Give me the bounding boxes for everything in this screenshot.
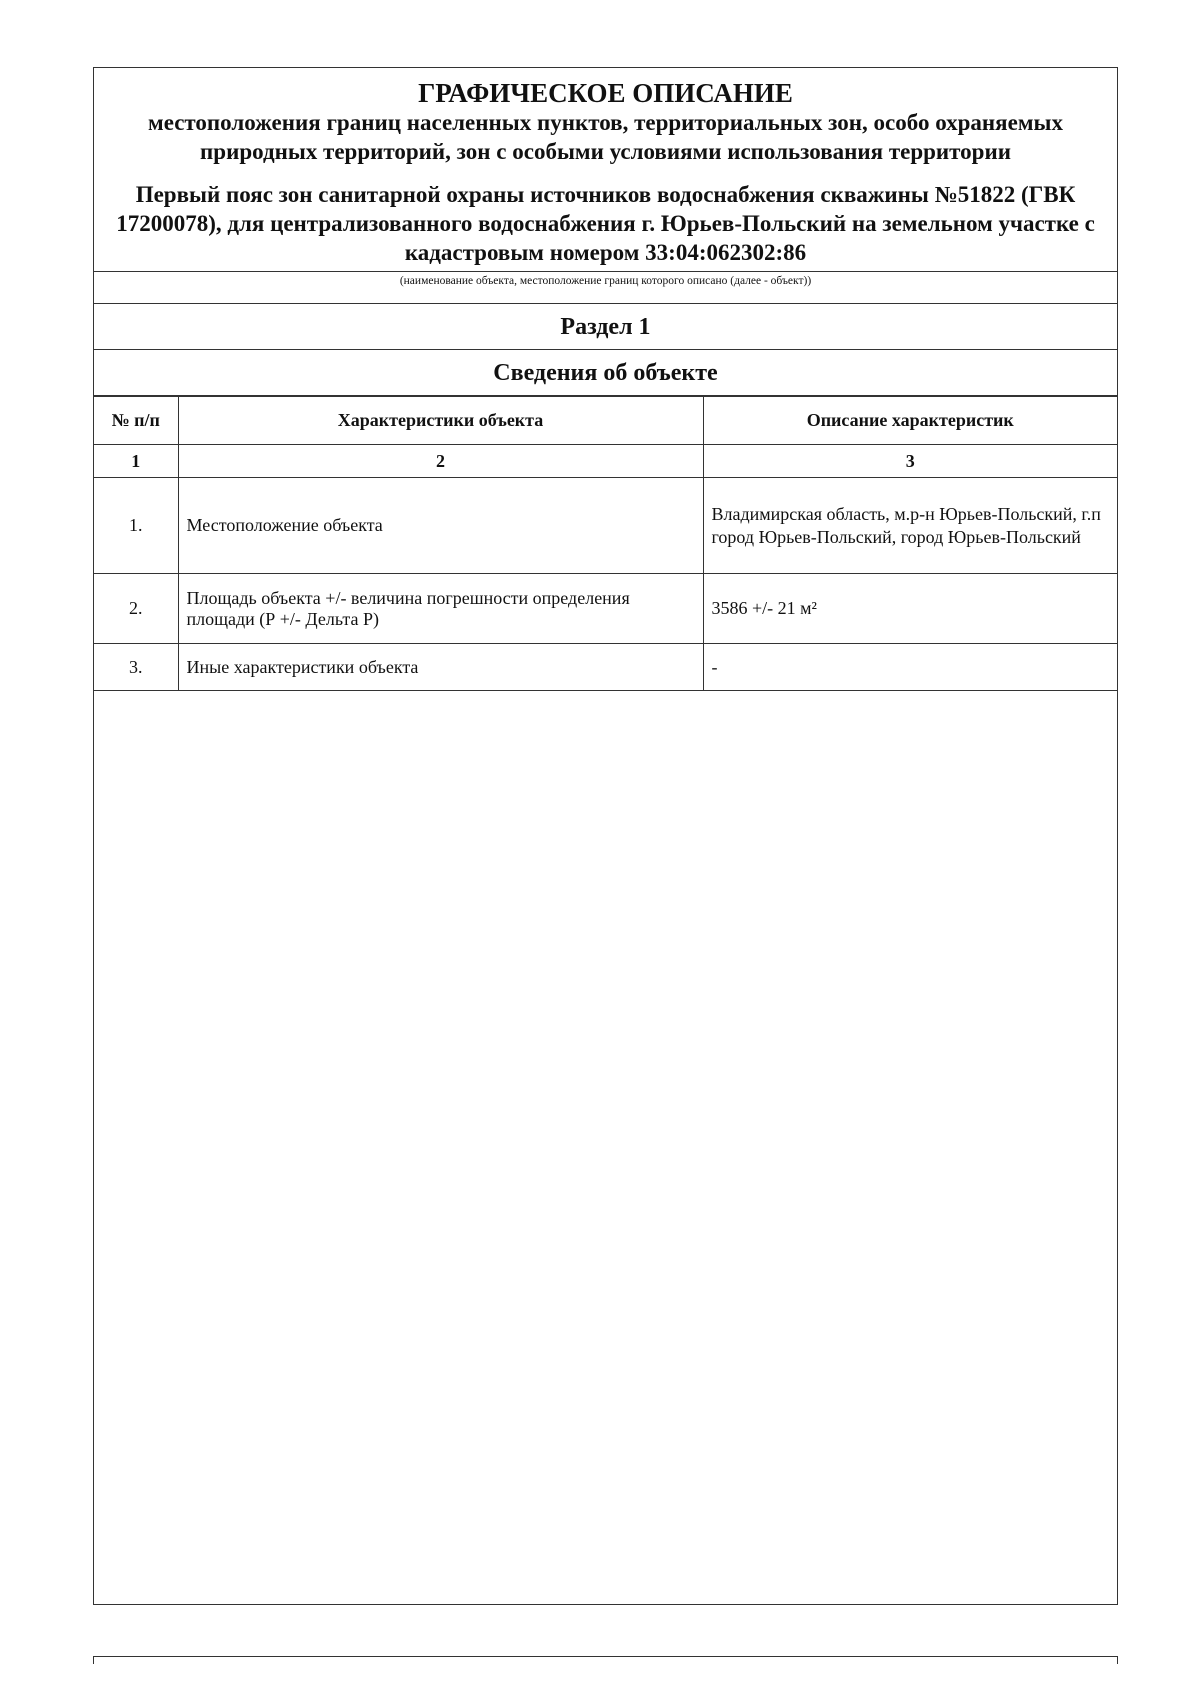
- document-subtitle: местоположения границ населенных пунктов, территориальных зон, особо охраняемых природных территорий, зон с особыми условиями использования территории: [148, 110, 1063, 164]
- column-number: 1: [94, 445, 178, 478]
- row-number: 3.: [94, 644, 178, 691]
- row-number: 2.: [94, 574, 178, 644]
- row-description: Владимирская область, м.р-н Юрьев-Польский, г.п город Юрьев-Польский, город Юрьев-Польский: [703, 478, 1117, 574]
- row-description: -: [703, 644, 1117, 691]
- row-characteristic: Площадь объекта +/- величина погрешности определения площади (Р +/- Дельта Р): [178, 574, 703, 644]
- next-page-frame-edge: [93, 1656, 1118, 1664]
- section-subtitle: Сведения об объекте: [94, 350, 1117, 396]
- row-description: 3586 +/- 21 м²: [703, 574, 1117, 644]
- column-number: 3: [703, 445, 1117, 478]
- row-characteristic: Иные характеристики объекта: [178, 644, 703, 691]
- section-title: Раздел 1: [94, 304, 1117, 350]
- object-name: Первый пояс зон санитарной охраны источников водоснабжения скважины №51822 (ГВК 17200078), для централизованного водоснабжения г. Юрьев-Польский на земельном участке с кадастровым номером 33:04:062302:86: [116, 182, 1095, 265]
- document-title: ГРАФИЧЕСКОЕ ОПИСАНИЕ: [418, 78, 793, 108]
- row-characteristic: Местоположение объекта: [178, 478, 703, 574]
- column-number-row: [94, 445, 1117, 478]
- column-header: Описание характеристик: [703, 397, 1117, 445]
- table-row: [94, 478, 1117, 574]
- table-row: [94, 574, 1117, 644]
- object-name-caption: (наименование объекта, местоположение границ которого описано (далее - объект)): [94, 272, 1117, 304]
- document-header: [94, 68, 1117, 267]
- column-number: 2: [178, 445, 703, 478]
- document-frame: [93, 67, 1118, 1605]
- table-row: [94, 644, 1117, 691]
- object-info-table: [94, 396, 1117, 691]
- column-header: Характеристики объекта: [178, 397, 703, 445]
- row-number: 1.: [94, 478, 178, 574]
- table-header-row: [94, 397, 1117, 445]
- column-header: № п/п: [94, 397, 178, 445]
